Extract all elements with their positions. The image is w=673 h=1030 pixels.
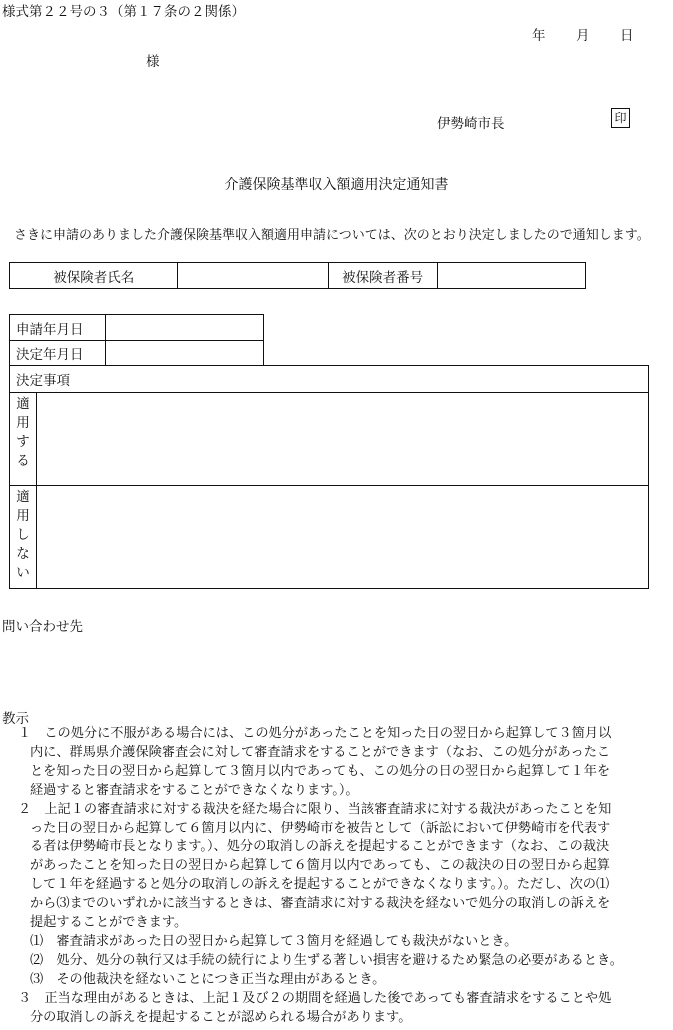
seal-mark: 印 — [611, 108, 630, 128]
not-apply-char: し — [16, 527, 30, 543]
insured-name-field[interactable] — [178, 263, 328, 289]
apply-char: す — [16, 434, 30, 450]
not-apply-char: な — [16, 546, 30, 562]
apply-char: る — [16, 453, 30, 469]
instruction-line: 内に、群馬県介護保険審査会に対して審査請求をすることができます（なお、この処分があったこ — [30, 744, 611, 760]
application-date-field[interactable] — [105, 315, 263, 341]
instruction-line: ３ 正当な理由があるときは、上記１及び２の期間を経過した後であっても審査請求をすることや処 — [18, 990, 612, 1006]
not-apply-field[interactable] — [37, 486, 649, 589]
instruction-line: 経過すると審査請求をすることができなくなります。）。 — [30, 782, 359, 798]
date-month-label: 月 — [576, 28, 590, 44]
instruction-line: ２ 上記１の審査請求に対する裁決を経た場合に限り、当該審査請求に対する裁決があったことを知 — [18, 801, 612, 817]
apply-label — [10, 393, 37, 486]
instruction-line: して１年を経過すると処分の取消しの訴えを提起することができなくなります。）。ただし、次の⑴ — [30, 877, 610, 893]
instruction-line: ⑵ 処分、処分の執行又は手続の続行により生ずる著しい損害を避けるため緊急の必要があるとき。 — [30, 952, 623, 968]
instruction-line: った日の翌日から起算して６箇月以内に、伊勢崎市を被告として（訴訟において伊勢崎市を代表す — [30, 820, 611, 836]
instruction-line: 分の取消しの訴えを提起することが認められる場合があります。 — [30, 1009, 412, 1025]
instruction-line: とを知った日の翌日から起算して３箇月以内であっても、この処分の日の翌日から起算して１年を — [30, 763, 611, 779]
instruction-line: る者は伊勢崎市長となります。）、処分の取消しの訴えを提起することができます（なお、この裁決 — [30, 839, 610, 855]
insured-name-label: 被保険者氏名 — [10, 263, 178, 289]
insured-person-table — [9, 262, 586, 289]
apply-char: 適 — [16, 396, 30, 412]
instruction-line: ⑶ その他裁決を経ないことにつき正当な理由があるとき。 — [30, 971, 386, 987]
issuer-name: 伊勢崎市長 — [437, 116, 505, 132]
date-year-label: 年 — [532, 28, 546, 44]
instruction-line: があったことを知った日の翌日から起算して６箇月以内であっても、この裁決の日の翌日から起算 — [30, 858, 610, 874]
instructions-heading: 教示 — [2, 711, 29, 727]
form-number: 様式第２２号の３（第１７条の２関係） — [2, 4, 245, 20]
apply-char: 用 — [16, 415, 30, 431]
not-apply-label — [10, 486, 37, 589]
decision-table — [9, 365, 649, 589]
not-apply-char: い — [16, 565, 30, 581]
not-apply-char: 適 — [16, 489, 30, 505]
addressee-suffix: 様 — [146, 54, 160, 70]
dates-table — [9, 314, 264, 366]
insured-number-label: 被保険者番号 — [328, 263, 437, 289]
apply-field[interactable] — [37, 393, 649, 486]
instruction-line: ⑴ 審査請求があった日の翌日から起算して３箇月を経過しても裁決がないとき。 — [30, 933, 518, 949]
document-title: 介護保険基準収入額適用決定通知書 — [224, 177, 449, 193]
insured-number-field[interactable] — [437, 263, 586, 289]
instructions-body — [0, 725, 673, 1028]
application-date-label: 申請年月日 — [10, 315, 106, 341]
instruction-line: 提起することができます。 — [30, 915, 188, 931]
decision-date-field[interactable] — [105, 341, 263, 366]
intro-text: さきに申請のありました介護保険基準収入額適用申請については、次のとおり決定しましたので通知します。 — [14, 228, 650, 243]
decision-date-label: 決定年月日 — [10, 341, 106, 366]
not-apply-char: 用 — [16, 508, 30, 524]
contact-label: 問い合わせ先 — [2, 619, 83, 635]
instruction-line: １ この処分に不服がある場合には、この処分があったことを知った日の翌日から起算して３箇月以 — [18, 726, 612, 741]
date-day-label: 日 — [620, 28, 634, 44]
decision-heading: 決定事項 — [10, 366, 649, 393]
instruction-line: から⑶までのいずれかに該当するときは、審査請求に対する裁決を経ないで処分の取消しの訴えを — [30, 896, 611, 912]
